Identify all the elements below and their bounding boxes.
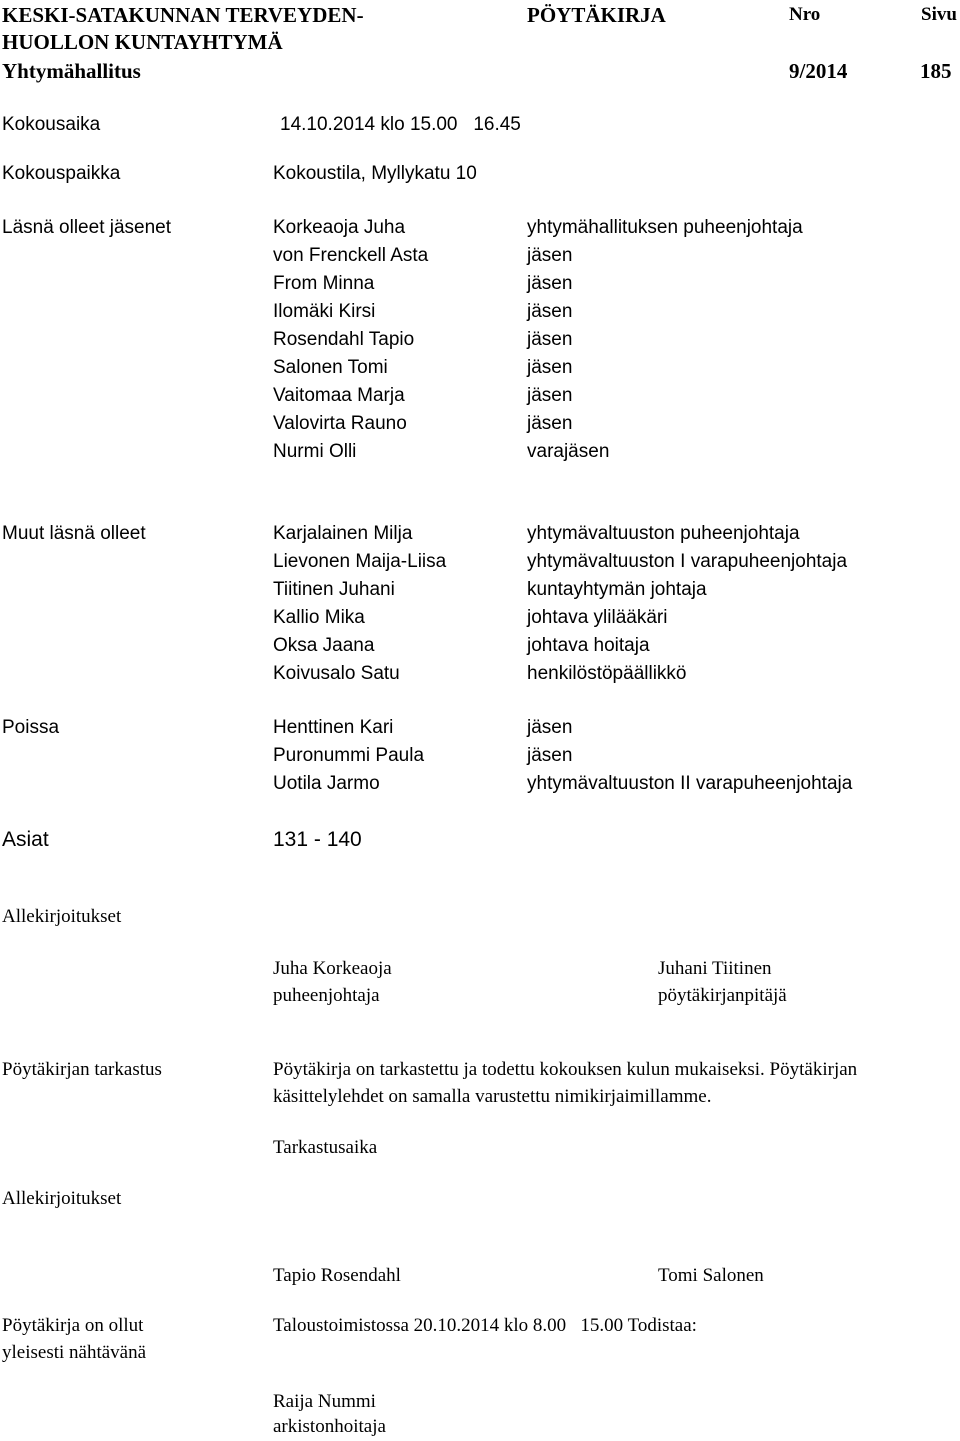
chair-title: puheenjohtaja xyxy=(273,985,380,1006)
absent-role: jäsen xyxy=(527,717,573,738)
absent-role: jäsen xyxy=(527,745,573,766)
absent-name: Uotila Jarmo xyxy=(273,773,380,794)
member-name: von Frenckell Asta xyxy=(273,245,429,266)
other-role: johtava ylilääkäri xyxy=(527,607,668,628)
signatures-label: Allekirjoitukset xyxy=(2,906,122,927)
member-role: jäsen xyxy=(527,413,573,434)
other-role: johtava hoitaja xyxy=(527,635,650,656)
member-role: jäsen xyxy=(527,329,573,350)
absent-name: Henttinen Kari xyxy=(273,717,394,738)
meeting-time-label: Kokousaika xyxy=(2,114,101,135)
member-name: Korkeaoja Juha xyxy=(273,217,406,238)
other-role: yhtymävaltuuston I varapuheenjohtaja xyxy=(527,551,848,572)
absent-label: Poissa xyxy=(2,717,60,738)
other-name: Kallio Mika xyxy=(273,607,365,628)
others-label: Muut läsnä olleet xyxy=(2,523,146,544)
review-label: Pöytäkirjan tarkastus xyxy=(2,1059,162,1080)
items-value: 131 - 140 xyxy=(273,828,362,851)
meeting-time-value: 14.10.2014 klo 15.00 16.45 xyxy=(280,114,521,135)
member-name: From Minna xyxy=(273,273,375,294)
witness-name: Raija Nummi xyxy=(273,1391,376,1412)
others-names xyxy=(273,520,446,688)
absent-name: Puronummi Paula xyxy=(273,745,425,766)
other-name: Tiitinen Juhani xyxy=(273,579,395,600)
member-name: Salonen Tomi xyxy=(273,357,388,378)
member-role: jäsen xyxy=(527,385,573,406)
member-role: jäsen xyxy=(527,357,573,378)
members-names xyxy=(273,214,428,466)
reviewer1-name: Tapio Rosendahl xyxy=(273,1265,401,1286)
member-name: Rosendahl Tapio xyxy=(273,329,415,350)
secretary-title: pöytäkirjanpitäjä xyxy=(658,985,787,1006)
member-role: varajäsen xyxy=(527,441,610,462)
nro-label: Nro xyxy=(789,4,821,25)
member-name: Vaitomaa Marja xyxy=(273,385,405,406)
absent-roles xyxy=(527,714,852,798)
other-name: Oksa Jaana xyxy=(273,635,375,656)
meeting-place-value: Kokoustila, Myllykatu 10 xyxy=(273,163,477,184)
review-text-line2: käsittelylehdet on samalla varustettu nimikirjaimillamme. xyxy=(273,1086,712,1107)
witness-title: arkistonhoitaja xyxy=(273,1416,386,1437)
meeting-place-label: Kokouspaikka xyxy=(2,163,121,184)
member-role: jäsen xyxy=(527,301,573,322)
reviewer2-name: Tomi Salonen xyxy=(658,1265,764,1286)
member-name: Nurmi Olli xyxy=(273,441,357,462)
absent-names xyxy=(273,714,424,798)
body-name: Yhtymähallitus xyxy=(2,59,141,83)
secretary-name: Juhani Tiitinen xyxy=(658,958,772,979)
org-name-line2: HUOLLON KUNTAYHTYMÄ xyxy=(2,30,283,54)
members-roles xyxy=(527,214,803,466)
doc-type: PÖYTÄKIRJA xyxy=(527,3,666,27)
other-role: henkilöstöpäällikkö xyxy=(527,663,687,684)
chair-name: Juha Korkeaoja xyxy=(273,958,392,979)
public-label-line2: yleisesti nähtävänä xyxy=(2,1342,147,1363)
nro-value: 9/2014 xyxy=(789,59,848,83)
other-name: Karjalainen Milja xyxy=(273,523,413,544)
member-role: jäsen xyxy=(527,245,573,266)
members-label: Läsnä olleet jäsenet xyxy=(2,217,172,238)
other-name: Koivusalo Satu xyxy=(273,663,400,684)
other-role: kuntayhtymän johtaja xyxy=(527,579,707,600)
member-role: jäsen xyxy=(527,273,573,294)
org-name-line1: KESKI-SATAKUNNAN TERVEYDEN- xyxy=(2,3,364,27)
other-role: yhtymävaltuuston puheenjohtaja xyxy=(527,523,800,544)
sivu-value: 185 xyxy=(920,59,952,83)
absent-role: yhtymävaltuuston II varapuheenjohtaja xyxy=(527,773,853,794)
items-label: Asiat xyxy=(2,828,49,851)
public-label-line1: Pöytäkirja on ollut xyxy=(2,1315,144,1336)
review-text-line1: Pöytäkirja on tarkastettu ja todettu kokouksen kulun mukaiseksi. Pöytäkirjan xyxy=(273,1059,858,1080)
public-value: Taloustoimistossa 20.10.2014 klo 8.00 15.00 Todistaa: xyxy=(273,1315,697,1336)
others-roles xyxy=(527,520,847,688)
review-signatures-label: Allekirjoitukset xyxy=(2,1188,122,1209)
other-name: Lievonen Maija-Liisa xyxy=(273,551,447,572)
review-time-label: Tarkastusaika xyxy=(273,1137,378,1158)
member-name: Valovirta Rauno xyxy=(273,413,407,434)
member-role: yhtymähallituksen puheenjohtaja xyxy=(527,217,803,238)
member-name: Ilomäki Kirsi xyxy=(273,301,376,322)
sivu-label: Sivu xyxy=(921,4,957,25)
